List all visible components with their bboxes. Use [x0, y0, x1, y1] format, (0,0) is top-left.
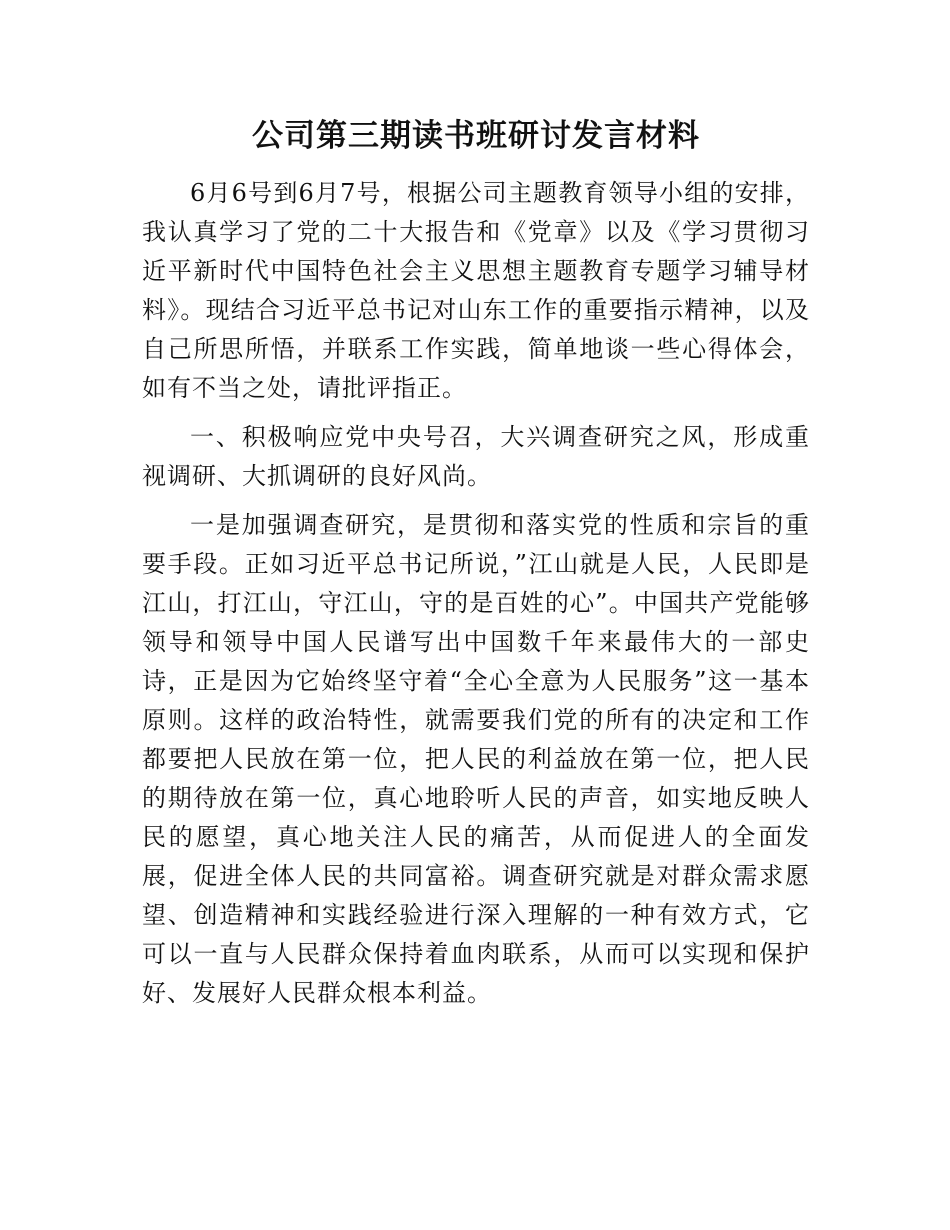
document-title: 公司第三期读书班研讨发言材料: [252, 118, 700, 154]
document-body: [142, 110, 810, 1023]
paragraph-section-heading-1: 一、积极响应党中央号召，大兴调查研究之风，形成重视调研、大抓调研的良好风尚。: [142, 423, 810, 490]
paragraph-intro: 6月6号到6月7号，根据公司主题教育领导小组的安排，我认真学习了党的二十大报告和《党章》以及《学习贯彻习近平新时代中国特色社会主义思想主题教育专题学习辅导材料》。现结合习近平总书记对山东工作的重要指示精神，以及自己所思所悟，并联系工作实践，简单地谈一些心得体会，如有不当之处，请批评指正。: [142, 179, 810, 402]
paragraph-point-1: 一是加强调查研究，是贯彻和落实党的性质和宗旨的重要手段。正如习近平总书记所说，”江山就是人民，人民即是江山，打江山，守江山，守的是百姓的心”。中国共产党能够领导和领导中国人民谱写出中国数千年来最伟大的一部史诗，正是因为它始终坚守着“全心全意为人民服务”这一基本原则。这样的政治特性，就需要我们党的所有的决定和工作都要把人民放在第一位，把人民的利益放在第一位，把人民的期待放在第一位，真心地聆听人民的声音，如实地反映人民的愿望，真心地关注人民的痛苦，从而促进人的全面发展，促进全体人民的共同富裕。调查研究就是对群众需求愿望、创造精神和实践经验进行深入理解的一种有效方式，它可以一直与人民群众保持着血肉联系，从而可以实现和保护好、发展好人民群众根本利益。: [142, 511, 810, 1007]
